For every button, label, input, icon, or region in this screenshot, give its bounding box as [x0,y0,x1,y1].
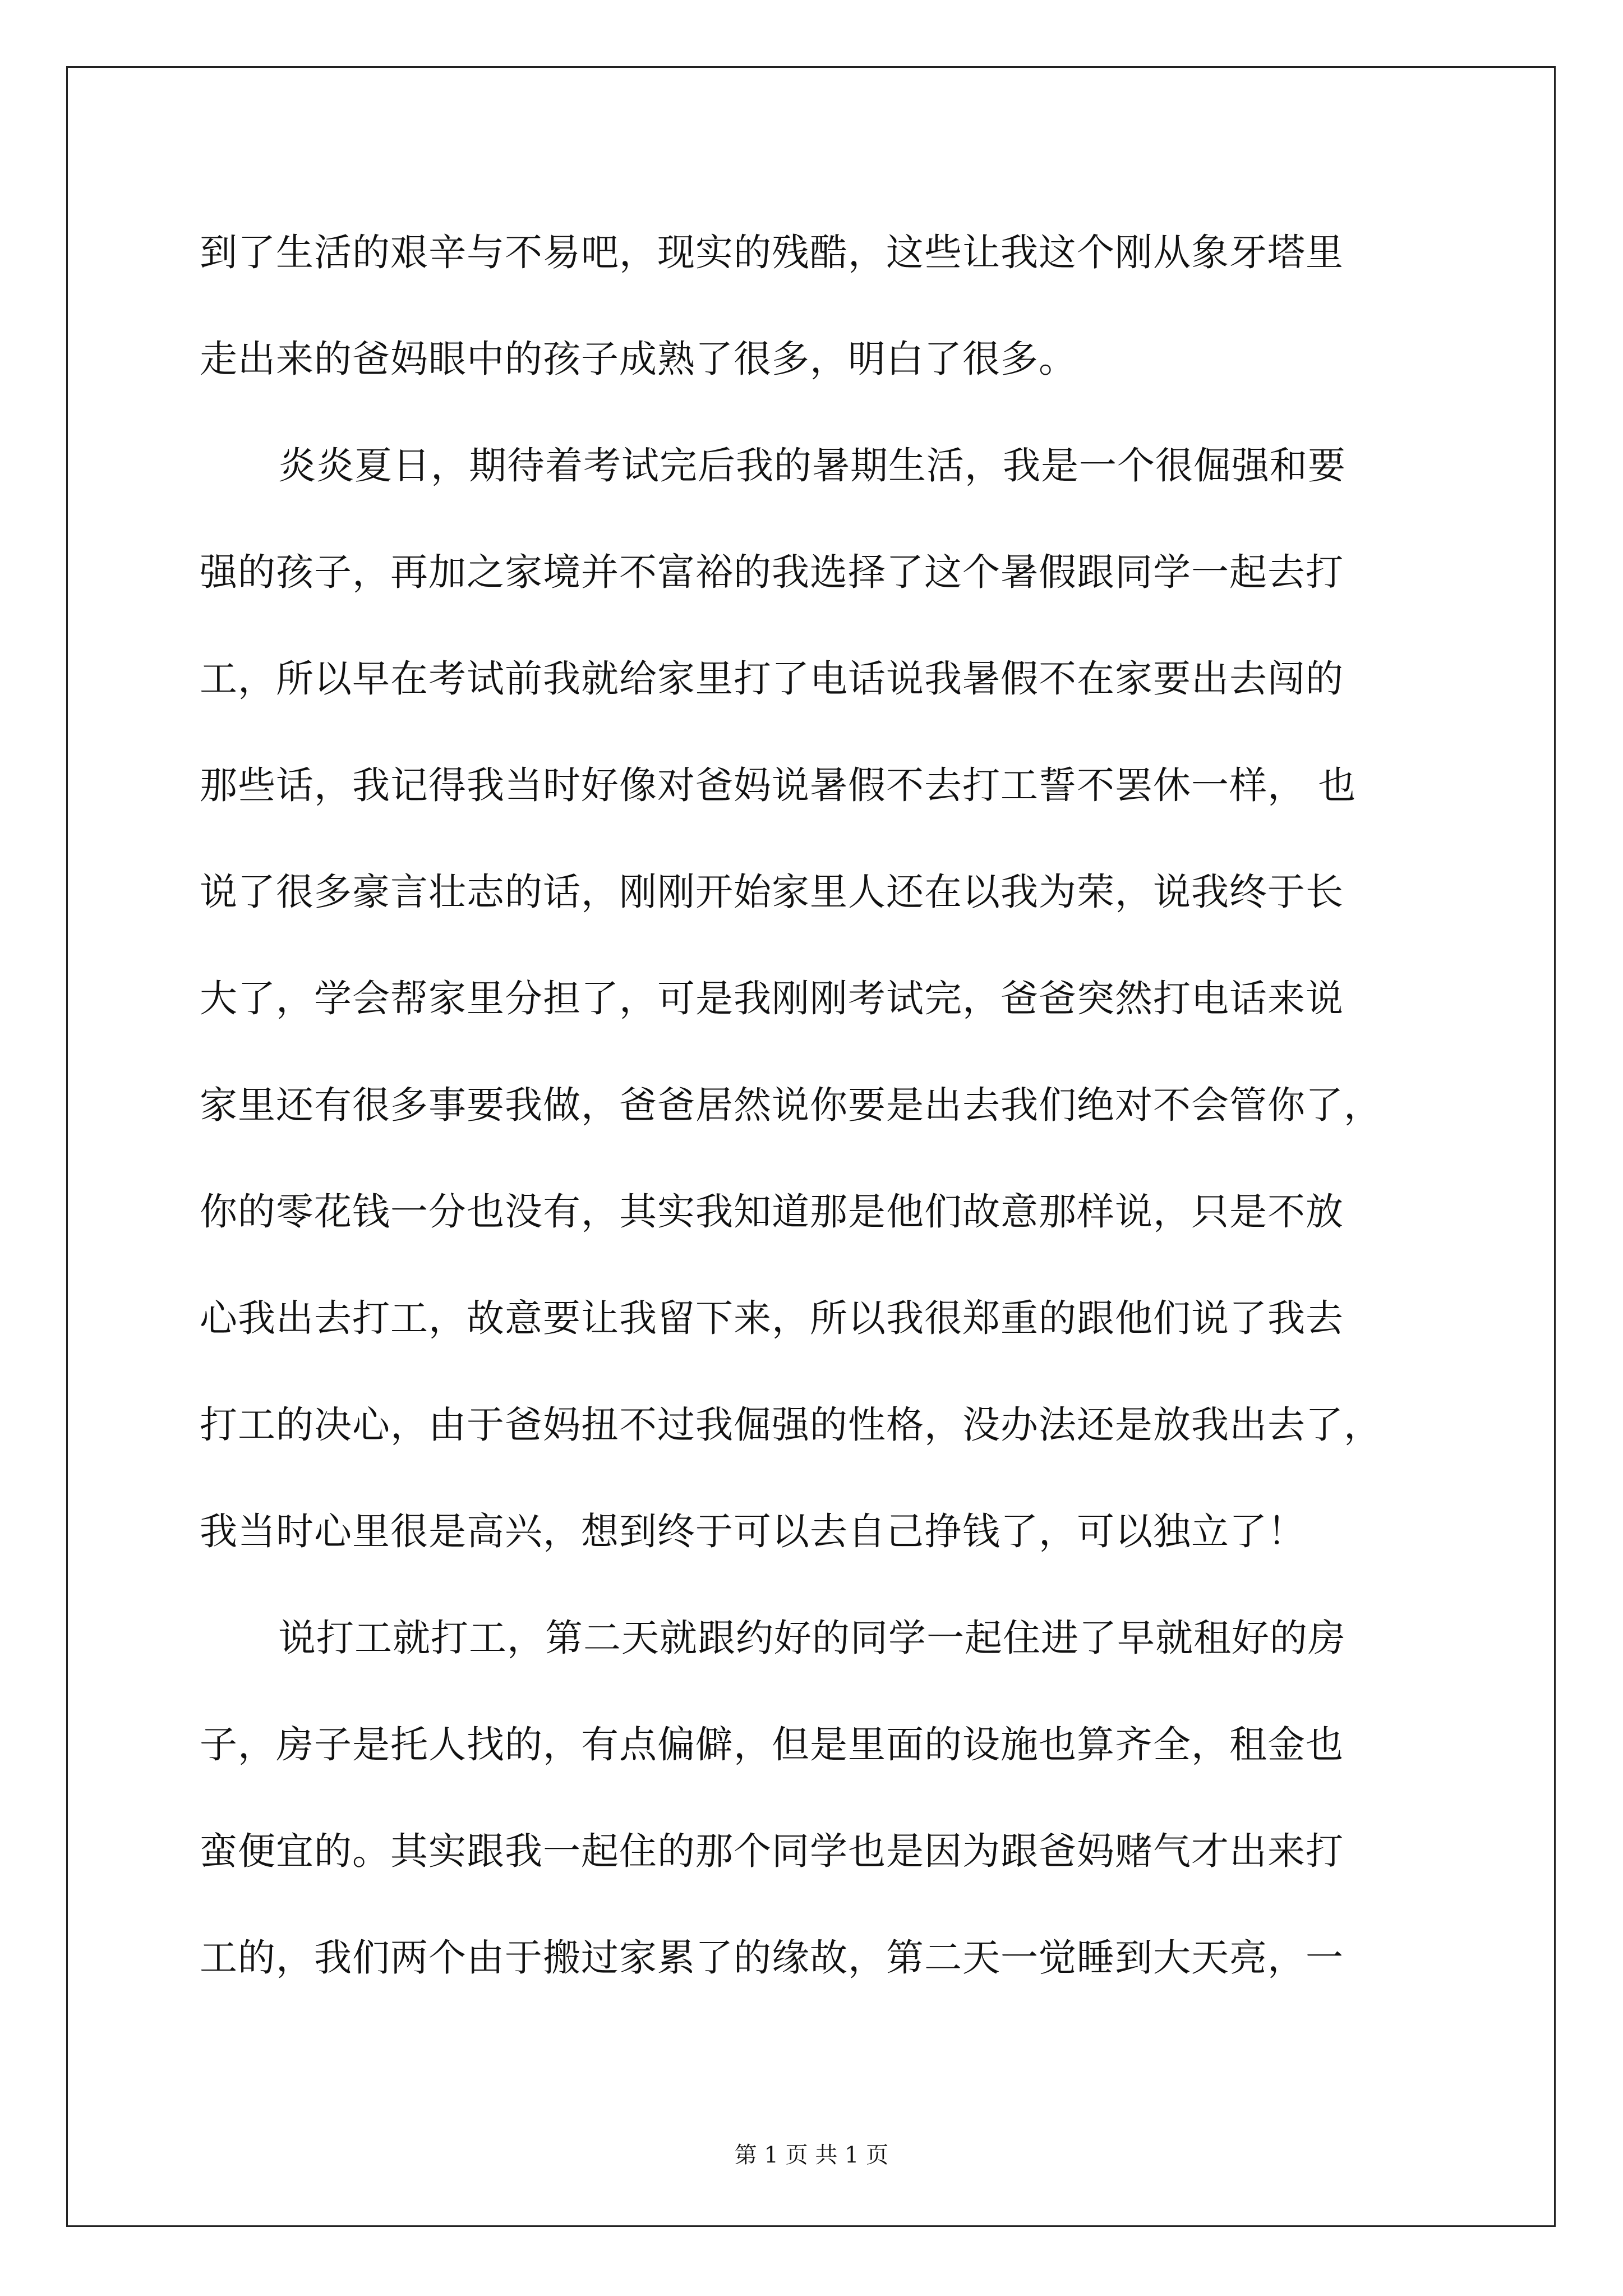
text-line: 蛮便宜的。其实跟我一起住的那个同学也是因为跟爸妈赌气才出来打 [200,1829,1344,1873]
text-line: 走出来的爸妈眼中的孩子成熟了很多，明白了很多。 [200,337,1077,381]
text-line: 心我出去打工，故意要让我留下来，所以我很郑重的跟他们说了我去 [200,1296,1344,1340]
text-line: 工的，我们两个由于搬过家累了的缘故，第二天一觉睡到大天亮，一 [200,1936,1344,1980]
text-line: 家里还有很多事要我做，爸爸居然说你要是出去我们绝对不会管你了， [200,1083,1382,1127]
text-line: 子，房子是托人找的，有点偏僻，但是里面的设施也算齐全，租金也 [200,1723,1344,1766]
text-line: 强的孩子，再加之家境并不富裕的我选择了这个暑假跟同学一起去打 [200,550,1344,594]
paragraph-first-line: 炎炎夏日，期待着考试完后我的暑期生活，我是一个很倔强和要 [278,444,1346,487]
text-line: 你的零花钱一分也没有，其实我知道那是他们故意那样说，只是不放 [200,1190,1344,1234]
text-line: 那些话，我记得我当时好像对爸妈说暑假不去打工誓不罢休一样， 也 [200,763,1357,807]
text-line: 工，所以早在考试前我就给家里打了电话说我暑假不在家要出去闯的 [200,657,1344,701]
page-number-footer: 第 1 页 共 1 页 [734,2142,889,2168]
text-line: 说了很多豪言壮志的话，刚刚开始家里人还在以我为荣，说我终于长 [200,870,1344,914]
paragraph-first-line: 说打工就打工，第二天就跟约好的同学一起住进了早就租好的房 [278,1616,1346,1660]
text-line: 打工的决心，由于爸妈扭不过我倔强的性格，没办法还是放我出去了， [200,1403,1382,1447]
text-line: 大了，学会帮家里分担了，可是我刚刚考试完，爸爸突然打电话来说 [200,977,1344,1020]
text-line: 到了生活的艰辛与不易吧，现实的残酷，这些让我这个刚从象牙塔里 [200,231,1344,274]
page-border [66,66,1556,2227]
text-line: 我当时心里很是高兴，想到终于可以去自己挣钱了，可以独立了！ [200,1510,1306,1553]
